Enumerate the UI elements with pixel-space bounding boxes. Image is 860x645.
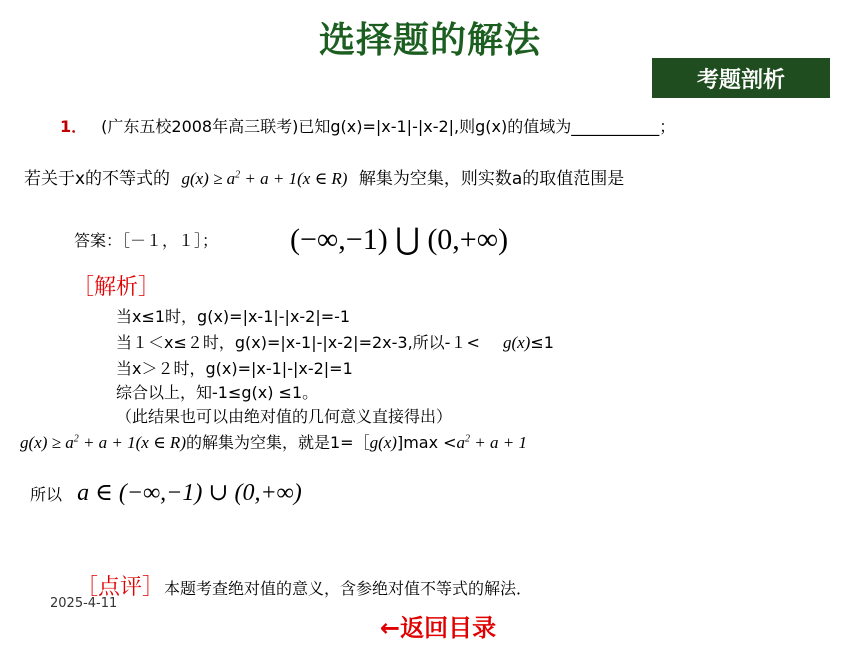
line6-max: ]max < (396, 433, 457, 452)
line6-tail-rest: + a + 1 (470, 433, 527, 452)
line6-ineq-exp: 2 (73, 433, 79, 445)
inequality-exponent: 2 (235, 169, 241, 181)
analysis-line-4: 综合以上，知-1≤g(x) ≤1。 (116, 383, 319, 402)
question-2-suffix: 解集为空集，则实数a的取值范围是 (358, 169, 625, 189)
analysis-heading: ［解析］ (72, 275, 161, 300)
analysis-conclusion (30, 478, 302, 507)
comment-tag: ［点评］ (76, 575, 165, 600)
line6-gx: g(x) (369, 433, 397, 452)
section-badge: 考题剖析 (652, 58, 830, 98)
question-2-inequality (181, 169, 347, 188)
answer-label: 答案：［－１，１］； (74, 231, 219, 250)
analysis-line-2-end: ≤1 (530, 333, 554, 352)
question-2 (24, 164, 624, 189)
slide-date: 2025-4-11 (50, 596, 118, 611)
back-to-contents-link[interactable]: ←返回目录 (380, 614, 497, 642)
line6-tail-a: a (456, 433, 466, 452)
analysis-line-5: （此结果也可以由绝对值的几何意义直接得出） (116, 407, 453, 426)
question-number: 1． (60, 117, 88, 136)
line6-ineq-lhs: g(x) ≥ a (20, 433, 74, 452)
line6-tail-exp: 2 (465, 433, 471, 445)
analysis-line-2-text: 当１＜x≤２时，g(x)=|x-1|-|x-2|=2x-3,所以-１< (116, 333, 480, 352)
comment-text: 本题考查绝对值的意义，含参绝对值不等式的解法． (164, 579, 533, 598)
analysis-line-1: 当x≤1时，g(x)=|x-1|-|x-2|=-1 (116, 307, 351, 326)
answer-set: (−∞,−1) ⋃ (0,+∞) (290, 223, 509, 256)
conclusion-prefix: 所以 (30, 485, 63, 504)
line6-tail (457, 433, 527, 452)
analysis-line-2 (116, 330, 554, 353)
empty-set-inequality (20, 433, 186, 452)
analysis-line-3: 当x＞２时，g(x)=|x-1|-|x-2|=1 (116, 359, 353, 378)
comment (76, 570, 532, 601)
question-2-prefix: 若关于x的不等式的 (24, 169, 171, 189)
question-1-text: (广东五校2008年高三联考)已知g(x)=|x-1|-|x-2|,则g(x)的值域为___________； (101, 117, 676, 136)
slide-title: 选择题的解法 (318, 20, 541, 61)
question-1 (60, 114, 675, 137)
conclusion-set: a ∈ (−∞,−1) ∪ (0,+∞) (77, 480, 302, 506)
inequality-lhs: g(x) ≥ a (181, 169, 236, 188)
analysis-line-2-gx: g(x) (502, 333, 531, 352)
analysis-line-6 (20, 430, 527, 453)
line6-mid: 的解集为空集，就是1=［ (185, 433, 370, 452)
line6-ineq-rhs: + a + 1(x ∈ R) (78, 433, 186, 452)
inequality-rhs: + a + 1(x ∈ R) (240, 169, 348, 188)
